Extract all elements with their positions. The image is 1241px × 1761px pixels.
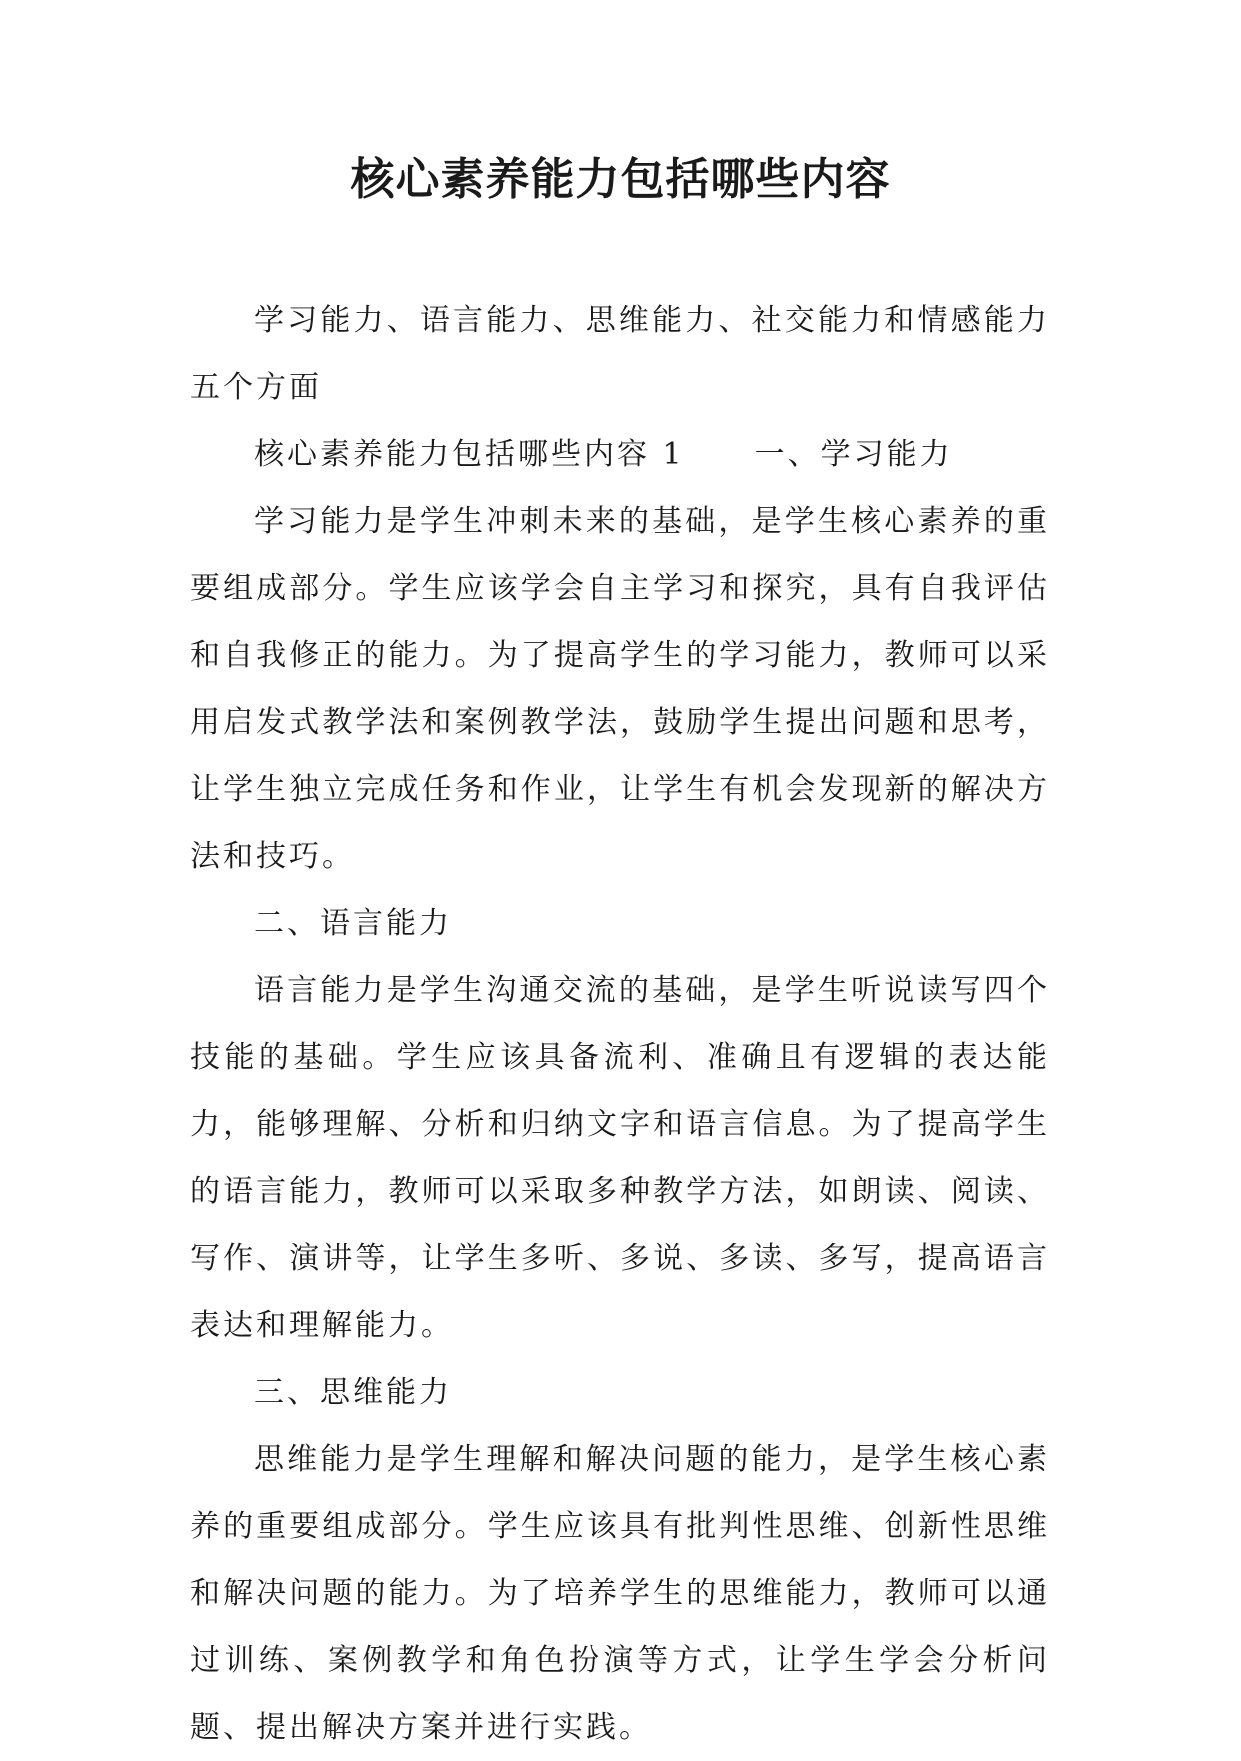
section-heading-3: 三、思维能力	[254, 1375, 452, 1410]
document-title: 核心素养能力包括哪些内容	[350, 154, 891, 205]
section-heading-1: 一、学习能力	[754, 437, 953, 472]
paragraph-2: 语言能力是学生沟通交流的基础，是学生听说读写四个技能的基础。学生应该具备流利、准确且有逻辑的表达能力，能够理解、分析和归纳文字和语言信息。为了提高学生的语言能力，教师可以采取多种教学方法，如朗读、阅读、写作、演讲等，让学生多听、多说、多读、多写，提高语言表达和理解能力。	[190, 973, 1050, 1343]
document-body	[190, 287, 1050, 1761]
subtitle-line	[190, 421, 1050, 488]
section-heading-2: 二、语言能力	[254, 906, 452, 941]
paragraph-3: 思维能力是学生理解和解决问题的能力，是学生核心素养的重要组成部分。学生应该具有批判性思维、创新性思维和解决问题的能力。为了培养学生的思维能力，教师可以通过训练、案例教学和角色扮演等方式，让学生学会分析问题、提出解决方案并进行实践。	[190, 1442, 1050, 1745]
intro-paragraph: 学习能力、语言能力、思维能力、社交能力和情感能力五个方面	[190, 303, 1050, 405]
subtitle-text: 核心素养能力包括哪些内容 1	[254, 437, 685, 472]
paragraph-1: 学习能力是学生冲刺未来的基础，是学生核心素养的重要组成部分。学生应该学会自主学习和探究，具有自我评估和自我修正的能力。为了提高学生的学习能力，教师可以采用启发式教学法和案例教学法，鼓励学生提出问题和思考，让学生独立完成任务和作业，让学生有机会发现新的解决方法和技巧。	[190, 504, 1050, 874]
